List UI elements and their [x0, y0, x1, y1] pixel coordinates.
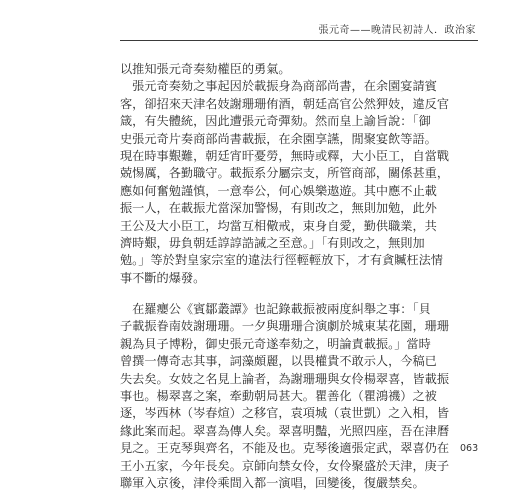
page-number: 063 [460, 443, 479, 454]
text-line: 親為貝子博粉，御史張元奇遂奉劾之，明論責載振。」當時 [120, 336, 431, 351]
text-line: 事也。楊翠喜之案，牽動朝局甚大。瞿善化（瞿鴻禨）之被 [120, 389, 437, 404]
text-line: 子載振眷南妓謝珊珊。一夕與珊珊合演劇於城東某花園，珊珊 [120, 319, 450, 334]
text-line: 緣此案而起。翠喜為傳人矣。翠喜明豔，光照四座，吾在津曆 [120, 423, 450, 438]
text-line: 曾撰一傳奇志其事，詞藻頗麗，以畏權貴不敢示人，今稿已 [120, 354, 437, 369]
text-line: 濟時艱，毋負朝廷諄諄誥誡之至意。」「有則改之，無則加 [120, 235, 425, 250]
running-header-title: 張元奇——晚清民初詩人．政治家 [318, 25, 476, 36]
text-line: 失去矣。女妓之名見上論者，為謝珊珊與女伶楊翠喜，皆載振 [120, 371, 450, 386]
text-line: 振一人，在載振尤當深加警惕，有則改之，無則加勉，此外 [120, 201, 437, 216]
header-rule [120, 40, 478, 41]
text-line: 史張元奇片奏商部尚書載振，在余園享讌，閒聚宴飲等語。 [120, 131, 437, 146]
text-line: 王小五家，今年長矣。京師向禁女伶，女伶聚盛於天津，庚子 [120, 458, 450, 473]
text-line: 客，卻招來天津名妓謝珊珊侑酒，朝廷高官公然狎妓，違反官 [120, 96, 450, 111]
text-line: 見之。王克琴與齊名，不能及也。克琴後適張定武，翠喜仍在 [120, 441, 450, 456]
text-line: 逐，岑西林（岑春煊）之移官，袁項城（袁世凱）之入相，皆 [120, 406, 450, 421]
text-line: 事不斷的爆發。 [120, 270, 206, 285]
text-line: 張元奇奏劾之事起因於載振身為商部尚書，在余園宴請賓 [120, 79, 437, 94]
text-line: 以推知張元奇奏劾權臣的勇氣。 [120, 62, 291, 76]
text-line: 箴，有失體統，因此遭張元奇彈劾。然而皇上諭旨說：「御 [120, 114, 431, 129]
text-line: 現在時事艱難，朝廷宵旰憂勞，無時或釋，大小臣工，自當戰 [120, 148, 450, 163]
text-line: 王公及大小臣工，均當互相儆戒，束身自愛，勤供職業，共 [120, 218, 437, 233]
text-line: 應如何奮勉謹慎，一意奉公，何心娛樂遨遊。其中應不止載 [120, 183, 437, 198]
text-line: 聯軍入京後，津伶乘間入都一演唱，回變後，復嚴禁矣。 [120, 475, 425, 490]
text-line: 兢惕厲，各勤職守。載振系分屬宗支，所管商部，關係甚重， [120, 166, 450, 181]
body-text [120, 61, 478, 492]
text-line: 勉。」等於對皇家宗室的違法行徑輕輕放下，才有貪贓枉法情 [120, 253, 443, 268]
paragraph-gap [120, 287, 478, 301]
text-line: 在羅癭公《賓鄒叢譚》也記錄載振被兩度糾舉之事：「貝 [120, 302, 431, 317]
